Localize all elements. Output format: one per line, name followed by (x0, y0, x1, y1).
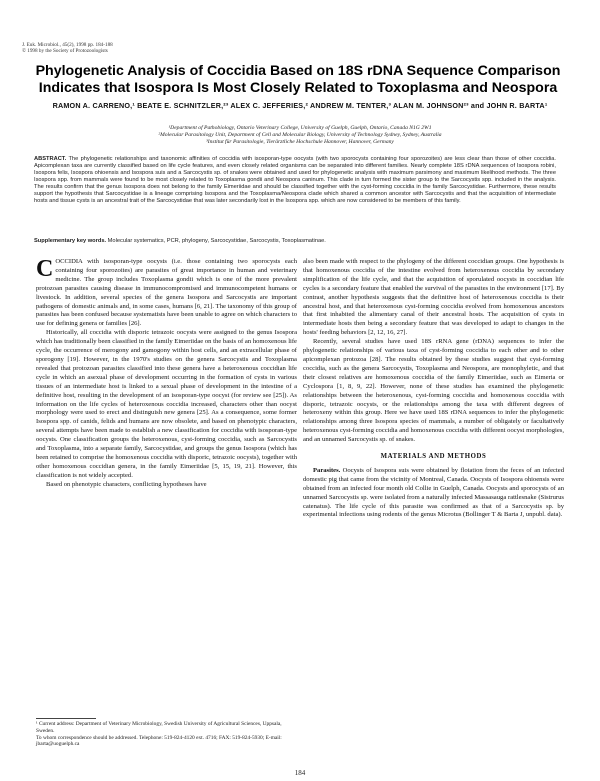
methods-paragraph (303, 467, 564, 520)
body-column-left (36, 258, 297, 490)
body-paragraph: Historically, all coccidia with disporic tetrazoic oocysts were assigned to the genus Isospora which has traditionally been classified in the family Eimeriidae on the basis of an homoxenous life cycle, the occurrence of merogony and gamogony within host cells, and an extracellular phase of sporogony [19]. However, in the 1970's studies on the genera Sarcocystis and Toxoplasma revealed that protozoan parasites classified into these genera have a heteroxenous coccidian life cycle in which an asexual phase of development occurring in the formation of cysts in various tissues of an intermediate host is linked to a sexual phase of development in the intestine of a definitive host, resulting in the development of an isosporan-type oocyst (for review see [25]). As information on the life cycles of heteroxenous coccidia increased, characters other than oocyst morphology were used to erect and distinguish new genera [25]. As a consequence, some former Isospora spp. of canids, felids and humans are now obsolete, and based on phenotypic characters, several attempts have been made to establish a new classification for coccidia with isosporan-type oocysts. One classification groups the heteroxenous, cyst-forming coccidia, such as Sarcocystis and Toxoplasma, into a separate family, Sarcocystidae, and groups the genus Isospora (which has been retained to comprise the homoxenous coccidia with disporic, tetrazoic oocysts), together with other homoxenous coccidian genera, in the family Eimeriidae [5, 15, 19, 21]. However, this classification is not widely accepted. (36, 329, 297, 479)
keywords (34, 238, 556, 245)
abstract (34, 156, 556, 205)
body-paragraph: Recently, several studies have used 18S rRNA gene (rDNA) sequences to infer the phylogenetic relationships of various taxa of cyst-forming coccidia to each other and to other apicomplexan protozoa [28]. The results obtained by these studies suggest that cyst-forming coccidia, such as the genera Sarcocystis, Toxoplasma and Neospora, are monophyletic, and that their closest relatives are homoxenous coccidia of the family Eimeriidae, such as Eimeria or Cyclospora [1, 8, 9, 22]. However, none of these studies has examined the phylogenetic relationships between the heteroxenous, cyst-forming coccidia and homoxenous coccidia with disporic, tetrazoic oocysts, or the relationships among the taxa with different degrees of heteroxeny within this group. Here we have used 18S rDNA sequences to infer the phylogenetic relationships among three Isospora species of mammals, a number of obligately or facultatively heteroxenous cyst-forming coccidia and homoxenous coccidia with different oocyst morphologies, and an unnamed Sarcocystis sp. of snakes. (303, 338, 564, 444)
footnote-correspondence: To whom correspondence should be addressed. Telephone: 519-824-4120 ext. 4716; FAX: 519-824-5930; E-mail: jbarta@uoguelph.ca (36, 734, 282, 748)
subsection-heading: Parasites. (313, 466, 341, 474)
affiliation-1: ¹Department of Pathobiology, Ontario Veterinary College, University of Guelph, Guelph, Ontario, Canada N1G 2W1 (168, 125, 432, 131)
body-paragraph: also been made with respect to the phylogeny of the different coccidian groups. One hypothesis is that homoxenous coccidia of the intestine evolved from heteroxenous coccidia by secondary simplification of the life cycle, and that the acquisition of sporulated oocysts in coccidian life cycles is a secondary feature that enabled the survival of the parasites in the environment [17]. By contrast, another hypothesis suggests that the definitive host of heteroxenous coccidia is their ancestral host, and that heteroxenous cyst-forming coccidia evolved from homoxenous ancestors that first inhabited the alimentary canal of their ancestral hosts. The acquisition of cysts in intermediate hosts then being a secondary feature that was developed to adapt to changes in the hosts' feeding behaviors [2, 12, 16, 27]. (303, 258, 564, 337)
abstract-label: ABSTRACT. (34, 156, 67, 162)
affiliations (30, 125, 570, 147)
methods-text: Oocysts of Isospora suis were obtained by flotation from the feces of an infected domestic pig that came from the vicinity of Montreal, Canada. Oocysts of Isospora ohioensis were obtained from an infected four month old Collie in Guelph, Canada. Oocysts and sporocysts of an unnamed Sarcocystis sp. were isolated from a naturally infected Massasauga rattlesnake (Sistrurus catenatus). The life cycle of this parasite was confirmed as that of a Sarcocystis sp. by experimental infections using rodents of the genus Microtus (Bollinger T & Barta J, unpubl. data). (303, 466, 564, 519)
body-paragraph: Based on phenotypic characters, conflicting hypotheses have (46, 480, 207, 488)
body-column-right (303, 258, 564, 520)
keywords-label: Supplementary key words. (34, 238, 107, 244)
drop-cap: C (36, 256, 54, 282)
affiliation-2: ²Molecular Parasitology Unit, Department of Cell and Molecular Biology, University of Technology Sydney, Sydney, Australia (158, 132, 442, 139)
keywords-text: Molecular systematics, PCR, phylogeny, Sarcocystidae, Sarcocystis, Toxoplasmatinae. (107, 238, 326, 244)
footnote-address: ¹ Current address: Department of Veterinary Microbiology, Swedish University of Agricultural Sciences, Uppsala, Sweden. (36, 721, 282, 734)
abstract-text: The phylogenetic relationships and taxonomic affinities of coccidia with isosporan-type oocysts (with two sporocysts containing four sporozoites) are less clear than those of other coccidia. Apicomplexan taxa are currently classified based on life cycle features, and even closely related organisms can be separated into different families. Nearly complete 18S rDNA sequences of Isospora robini, Isospora felis, Isospora ohioensis and Isospora suis and a Sarcocystis sp. of snakes were obtained and used for phylogenetic analysis with maximum parsimony and maximum likelihood methods. The three Isospora spp. from mammals were found to be most closely related to Toxoplasma gondii and Neospora caninum. This clade in turn formed the sister group to the Sarcocystis spp. included in the analysis. The results confirm that the genus Isospora does not belong to the family Eimeriidae and should be classified together with the cyst-forming coccidia in the family Sarcocystidae. Furthermore, these results support the hypothesis that Sarcocystidae is a lineage comprising Isospora and the Toxoplasma/Neospora clade which shared a common ancestor with Sarcocystis and that the acquisition of intermediate hosts and tissue cysts is an ancestral trait of the Sarcocystidae that was later secondarily lost in the Isospora spp. which are now considered to be members of this family. (34, 156, 556, 204)
footnote-rule (36, 718, 96, 719)
intro-paragraph (36, 258, 297, 329)
journal-citation: J. Euk. Microbiol., 45(2), 1998 pp. 184-188 (22, 42, 113, 48)
author-list: RAMON A. CARRENO,¹ BEATE E. SCHNITZLER,²³ ALEX C. JEFFERIES,² ANDREW M. TENTER,³ ALAN M. JOHNSON²³ and JOHN R. BARTA¹ (52, 101, 548, 110)
article-title: Phylogenetic Analysis of Coccidia Based on 18S rDNA Sequence Comparison Indicates that Isospora Is Most Closely Related to Toxoplasma and Neospora (35, 63, 561, 96)
affiliation-3: ³Institut für Parasitologie, Tierärztliche Hochschule Hannover, Hannover, Germany (206, 139, 394, 146)
journal-copyright: © 1998 by the Society of Protozoologists (22, 48, 108, 55)
section-heading: MATERIALS AND METHODS (380, 453, 487, 461)
intro-text: OCCIDIA with isosporan-type oocysts (i.e. those containing two sporocysts each containing four sporozoites) are parasites of great importance in human and veterinary medicine. The group includes Toxoplasma gondii which is one of the more prevalent protozoan parasites causing disease in immunocompromised and immunocompetent humans or livestock. In addition, several species of the genera Isospora and Sarcocystis are important pathogens of domestic animals and, in some cases, humans [6, 21]. The taxonomy of this group of parasites has been confused because systematists have been unable to agree on which characters to use for defining genera or families [26]. (36, 258, 297, 328)
footnotes (36, 721, 297, 748)
journal-header (22, 42, 113, 55)
page-number: 184 (294, 769, 306, 777)
